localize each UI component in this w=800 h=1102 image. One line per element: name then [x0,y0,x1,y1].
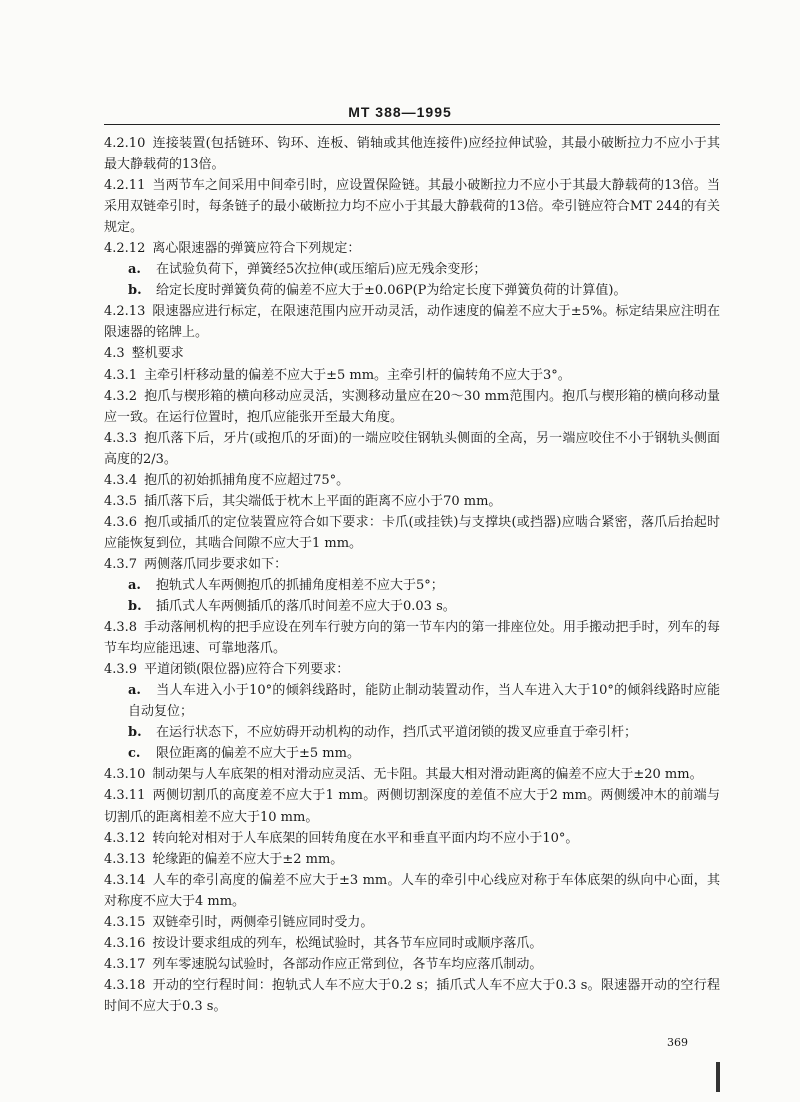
scan-edge-mark [716,1062,720,1092]
clause-number: 4.2.12 [104,241,146,257]
clause [104,343,720,364]
clause-number: 4.2.13 [104,304,146,320]
list-item [104,259,720,280]
list-item-text: 插爪式人车两侧插爪的落爪时间差不应大于0.03 s。 [156,599,456,615]
clause-text: 人车的牵引高度的偏差不应大于±3 mm。人车的牵引中心线应对称于车体底架的纵向中心面，其对称度不应大于4 mm。 [104,872,720,909]
clause-number: 4.2.10 [104,136,146,151]
page-number: 369 [667,1036,688,1049]
header-rule [104,124,720,125]
clause-text: 离心限速器的弹簧应符合下列规定： [152,241,361,257]
clause-text: 轮缘距的偏差不应大于±2 mm。 [152,851,344,867]
list-item [104,280,720,301]
clause-text: 转向轮对相对于人车底架的回转角度在水平和垂直平面内均不应小于10°。 [152,830,579,846]
clause [104,175,720,238]
clause-number: 4.3.11 [104,788,146,804]
document-body [104,133,720,1017]
clause-number: 4.3.15 [104,914,146,930]
clause-text: 限速器应进行标定，在限速范围内应开动灵活，动作速度的偏差不应大于±5%。标定结果应注明在限速器的铭牌上。 [104,304,720,341]
clause [104,365,720,386]
clause-number: 4.3.14 [104,872,146,888]
clause-number: 4.3.17 [104,956,146,972]
clause-text: 抱爪或插爪的定位装置应符合如下要求：卡爪(或挂铁)与支撑块(或挡器)应啮合紧密，落爪后抬起时应能恢复到位，其啮合间隙不应大于1 mm。 [104,514,720,551]
clause-number: 4.3.10 [104,767,146,783]
clause-text: 插爪落下后，其尖端低于枕木上平面的距离不应小于70 mm。 [144,493,502,509]
list-item-text: 给定长度时弹簧负荷的偏差不应大于±0.06P(P为给定长度下弹簧负荷的计算值)。 [156,283,627,299]
clause [104,512,720,554]
clause [104,301,720,343]
clause-text: 当两节车之间采用中间牵引时，应设置保险链。其最小破断拉力不应小于其最大静载荷的13倍。当采用双链牵引时，每条链子的最小破断拉力均不应小于其最大静载荷的13倍。牵引链应符合MT 244的有关规定。 [104,178,720,236]
clause-text: 主牵引杆移动量的偏差不应大于±5 mm。主牵引杆的偏转角不应大于3°。 [144,367,571,383]
list-item-marker: b. [128,599,142,615]
clause [104,764,720,785]
clause [104,386,720,428]
clause [104,828,720,849]
clause-text: 开动的空行程时间：抱轨式人车不应大于0.2 s；插爪式人车不应大于0.3 s。限速器开动的空行程时间不应大于0.3 s。 [104,977,720,1014]
clause [104,554,720,575]
list-item-marker: a. [128,577,141,593]
clause-text: 抱爪与楔形箱的横向移动应灵活，实测移动量应在20～30 mm范围内。抱爪与楔形箱的横向移动量应一致。在运行位置时，抱爪应能张开至最大角度。 [104,388,720,425]
list-item-marker: a. [128,683,141,699]
clause [104,785,720,827]
clause-number: 4.3.2 [104,388,138,404]
clause-text: 手动落闸机构的把手应设在列车行驶方向的第一节车内的第一排座位处。用手搬动把手时，列车的每节车均应能迅速、可靠地落爪。 [104,620,720,657]
clause-number: 4.3.3 [104,430,138,446]
clause-text: 抱爪落下后，牙片(或抱爪的牙面)的一端应咬住钢轨头侧面的全高，另一端应咬住不小于钢轨头侧面高度的2/3。 [104,430,720,467]
clause-number: 4.3.12 [104,830,146,846]
clause [104,659,720,680]
clause [104,238,720,259]
list-item-text: 在试验负荷下，弹簧经5次拉伸(或压缩后)应无残余变形； [156,262,487,278]
clause-number: 4.3.5 [104,493,138,509]
clause-number: 4.3.4 [104,472,138,488]
list-item-text: 限位距离的偏差不应大于±5 mm。 [156,746,360,762]
clause-number: 4.3.1 [104,367,138,383]
clause [104,470,720,491]
clause-text: 两侧落爪同步要求如下： [144,556,288,572]
clause [104,133,720,175]
list-item [104,743,720,764]
clause-number: 4.3.13 [104,851,146,867]
clause [104,428,720,470]
list-item-text: 在运行状态下，不应妨碍开动机构的动作，挡爪式平道闭锁的拨叉应垂直于牵引杆； [156,725,638,741]
clause-text: 连接装置(包括链环、钩环、连板、销轴或其他连接件)应经拉伸试验，其最小破断拉力不应小于其最大静载荷的13倍。 [104,136,720,173]
list-item [104,680,720,722]
list-item-marker: a. [128,262,141,278]
clause-text: 平道闭锁(限位器)应符合下列要求： [144,662,350,678]
clause [104,849,720,870]
list-item [104,722,720,743]
clause-text: 两侧切割爪的高度差不应大于1 mm。两侧切割深度的差值不应大于2 mm。两侧缓冲木的前端与切割爪的距离相差不应大于10 mm。 [104,788,720,825]
clause-text: 列车零速脱勾试验时，各部动作应正常到位，各节车均应落爪制动。 [152,956,543,972]
clause-text: 抱爪的初始抓捕角度不应超过75°。 [144,472,350,488]
clause [104,933,720,954]
clause-number: 4.3.9 [104,662,138,678]
clause-number: 4.3.6 [104,514,138,530]
clause [104,617,720,659]
list-item-marker: b. [128,725,142,741]
clause-text: 制动架与人车底架的相对滑动应灵活、无卡阻。其最大相对滑动距离的偏差不应大于±20 mm。 [152,767,703,783]
clause [104,954,720,975]
clause-number: 4.3.18 [104,977,146,993]
list-item-text: 抱轨式人车两侧抱爪的抓捕角度相差不应大于5°； [156,577,444,593]
standard-code-header: MT 388—1995 [348,104,452,120]
list-item [104,575,720,596]
list-item-marker: c. [128,746,141,762]
list-item-marker: b. [128,283,142,299]
clause-number: 4.3.16 [104,935,146,951]
clause [104,912,720,933]
clause-number: 4.2.11 [104,178,146,194]
clause-number: 4.3.8 [104,620,138,636]
clause-text: 双链牵引时，两侧牵引链应同时受力。 [152,914,374,930]
list-item [104,596,720,617]
clause-number: 4.3.7 [104,556,138,572]
clause [104,975,720,1017]
clause [104,491,720,512]
clause-text: 按设计要求组成的列车，松绳试验时，其各节车应同时或顺序落爪。 [152,935,543,951]
clause-text: 整机要求 [131,346,184,362]
list-item-text: 当人车进入小于10°的倾斜线路时，能防止制动装置动作，当人车进入大于10°的倾斜线路时应能自动复位； [128,683,720,720]
clause [104,870,720,912]
clause-number: 4.3 [104,346,125,362]
